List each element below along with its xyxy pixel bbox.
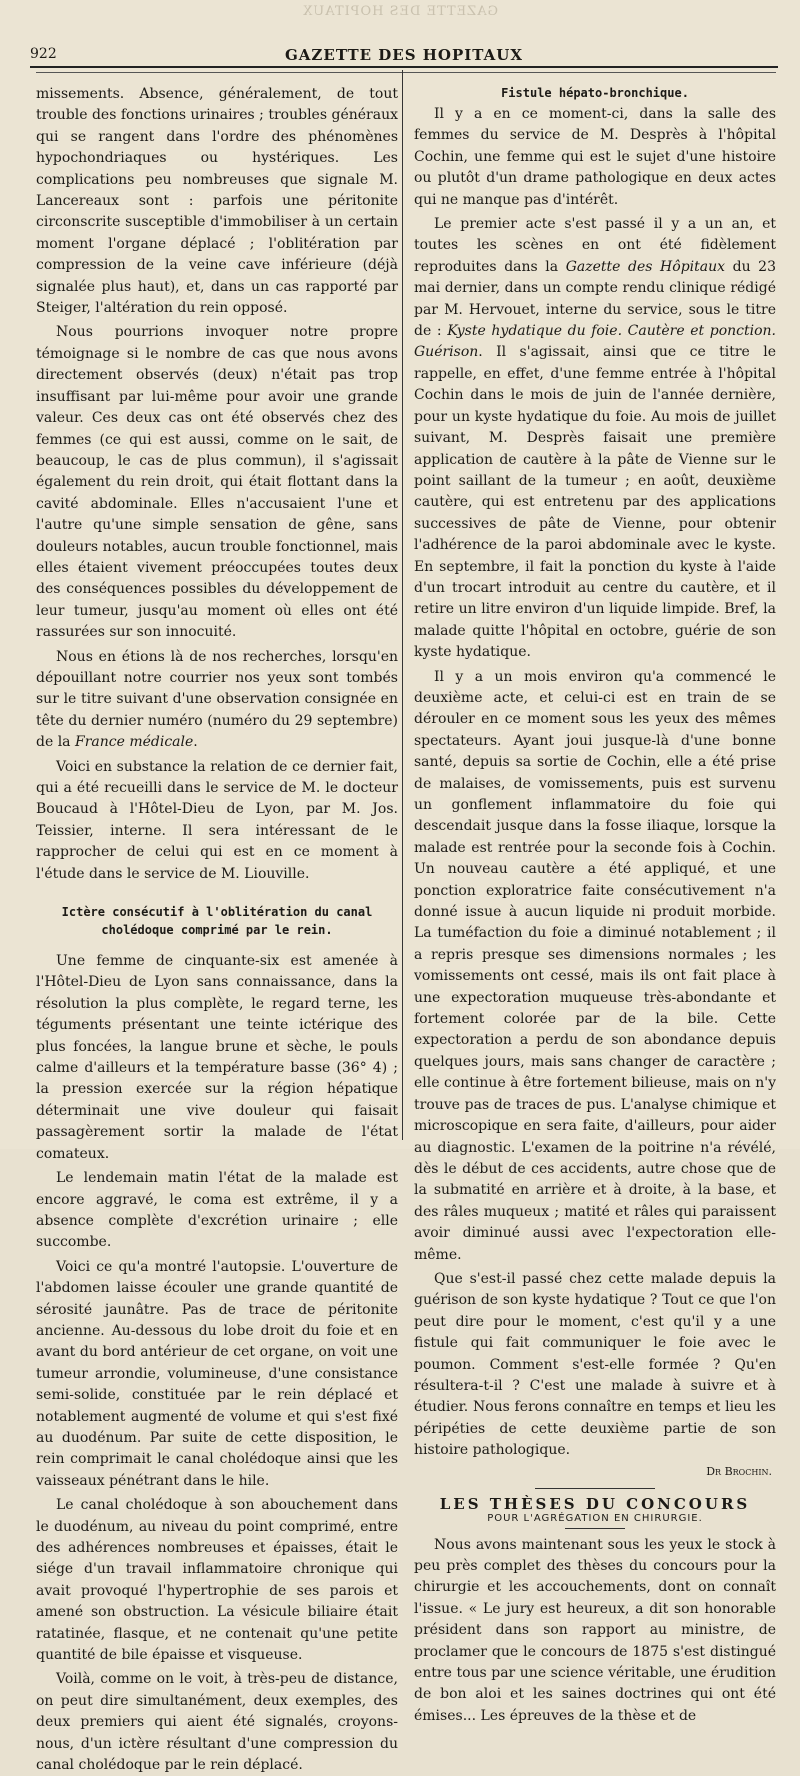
paragraph: Nous avons maintenant sous les yeux le stock à peu près complet des thèses du concours pour la chirurgie et les accouchements, dont on connaît l'issue. « Le jury est heureux, a dit son honorable président dans son rapport au ministre, de proclamer que le concours de 1875 s'est distingué entre tous par une science véritable, une érudition de bon aloi et les saines doctrines qui ont été émises... Les épreuves de la thèse et de xyxy=(414,1536,776,1724)
paragraph: Le canal cholédoque à son abouchement dans le duodénum, au niveau du point comprimé, entre des adhérences nombreuses et épaisses, était le siége d'un travail inflammatoire chronique qui avait provoqué l'hypertrophie de ses parois et amené son obstruction. La vésicule biliaire était ratatinée, flasque, et ne contenait qu'une petite quantité de bile épaisse et visqueuse. xyxy=(36,1497,398,1664)
left-column xyxy=(36,84,398,1774)
author-signature: Dr Brochin. xyxy=(706,1464,772,1478)
section-heading: Ictère consécutif à l'oblitération du canal cholédoque comprimé par le rein. xyxy=(61,905,373,938)
paragraph: Le lendemain matin l'état de la malade est encore aggravé, le coma est extrême, il y a absence complète d'excrétion urinaire ; elle succombe. xyxy=(36,1170,398,1251)
paragraph: Le premier acte s'est passé il y a un an, et toutes les scènes en ont été fidèlement reproduites dans la Gazette des Hôpitaux du 23 mai dernier, dans un compte rendu clinique rédigé par M. Hervouet, interne du service, sous le titre de : Kyste hydatique du foie. Cautère et ponction. Guérison. Il s'agissait, ainsi que ce titre le rappelle, en effet, d'une femme entrée à l'hôpital Cochin dans le mois de juin de l'année dernière, pour un kyste hydatique du foie. Au mois de juillet suivant, M. Desprès faisait une première application de cautère à la pâte de Vienne sur le point saillant de la tumeur ; en août, deuxième cautère, qui est entretenu par des applications successives de pâte de Vienne, pour obtenir l'adhérence de la paroi abdominale avec le kyste. En septembre, il fait la ponction du kyste à l'aide d'un trocart introduit au centre du cautère, et il retire un litre environ d'un liquide limpide. Bref, la malade quitte l'hôpital en octobre, guérie de son kyste hydatique. xyxy=(414,216,777,661)
column-divider xyxy=(402,70,403,1140)
section-heading: Fistule hépato-bronchique. xyxy=(501,86,689,100)
running-title: GAZETTE DES HOPITAUX xyxy=(284,46,523,64)
paragraph: Que s'est-il passé chez cette malade depuis la guérison de son kyste hydatique ? Tout ce que l'on peut dire pour le moment, c'est qu'il y a une fistule qui fait communiquer le foie avec le poumon. Comment s'est-elle formée ? Qu'en résultera-t-il ? C'est une malade à suivre et à étudier. Nous ferons connaître en temps et lieu les péripéties de cette deuxième partie de son histoire pathologique. xyxy=(414,1270,776,1459)
paragraph: Voilà, comme on le voit, à très-peu de distance, on peut dire simultanément, deux exemples, des deux premiers qui aient été signalés, croyons-nous, d'un ictère résultant d'une compression du canal cholédoque par le rein déplacé. xyxy=(36,1671,398,1774)
paragraph: Il y a un mois environ qu'a commencé le deuxième acte, et celui-ci est en train de se dérouler en ce moment sous les yeux des mêmes spectateurs. Ayant joui jusque-là d'une bonne santé, depuis sa sortie de Cochin, elle a été prise de malaises, de vomissements, puis est survenu un gonflement inflammatoire du foie qui descendait jusque dans la fosse iliaque, lorsque la malade est rentrée pour la seconde fois à Cochin. Un nouveau cautère a été appliqué, et une ponction exploratrice faite consécutivement n'a donné issue à aucun liquide ni produit morbide. La tuméfaction du foie a diminué notablement ; il a repris presque ses dimensions normales ; les vomissements ont cessé, mais ils ont fait place à une expectoration muqueuse très-abondante et fortement colorée par de la bile. Cette expectoration a perdu de son abondance depuis quelques jours, mais sans changer de caractère ; elle continue à être fortement bilieuse, mais on n'y trouve pas de traces de pus. L'analyse chimique et microscopique en sera faite, d'ailleurs, pour aider au diagnostic. L'examen de la poitrine n'a révélé, dès le début de ces accidents, autre chose que de la submatité en arrière et à droite, à la base, et des râles muqueux ; matité et râles qui paraissent avoir diminué aussi avec l'expectoration elle-même. xyxy=(414,668,776,1263)
header-rule xyxy=(36,72,776,73)
paragraph: Nous en étions là de nos recherches, lorsqu'en dépouillant notre courrier nos yeux sont tombés sur le titre suivant d'une observation consignée en tête du dernier numéro (numéro du 29 septembre) de la France médicale. xyxy=(36,648,398,751)
paragraph: Il y a en ce moment-ci, dans la salle des femmes du service de M. Desprès à l'hôpital Cochin, une femme qui est le sujet d'une histoire ou plutôt d'un drame pathologique en deux actes qui ne manque pas d'intérêt. xyxy=(414,106,776,208)
section-subheading: POUR L'AGRÉGATION EN CHIRURGIE. xyxy=(487,1512,703,1524)
right-column xyxy=(414,84,777,1724)
section-heading: LES THÈSES DU CONCOURS xyxy=(439,1494,751,1513)
paragraph: missements. Absence, généralement, de tout trouble des fonctions urinaires ; troubles généraux qui se rangent dans l'ordre des phénomènes hypochondriaques ou hystériques. Les complications peu nombreuses que signale M. Lancereaux sont : parfois une péritonite circonscrite susceptible d'immobiliser à un certain moment l'organe déplacé ; l'oblitération par compression de la veine cave inférieure (déjà signalée plus haut), et, dans un cas rapporté par Steiger, l'altération du rein opposé. xyxy=(36,86,398,317)
journal-title: Gazette des Hôpitaux xyxy=(565,258,726,275)
bleed-through-header: GAZETTE DES HOPITAUX xyxy=(302,4,498,19)
section-rule xyxy=(535,1488,655,1489)
page-header xyxy=(30,44,778,68)
paragraph: Voici en substance la relation de ce dernier fait, qui a été recueilli dans le service de M. le docteur Boucaud à l'Hôtel-Dieu de Lyon, par M. Jos. Teissier, interne. Il sera intéressant de le rapprocher de celui qui est en ce moment à l'étude dans le service de M. Liouville. xyxy=(36,758,398,882)
paragraph: Nous pourrions invoquer notre propre témoignage si le nombre de cas que nous avons directement observés (deux) n'était pas trop insuffisant par lui-même pour avoir une grande valeur. Ces deux cas ont été observés chez des femmes (ce qui est aussi, comme on le sait, de beaucoup, le cas de plus commun), il s'agissait également du rein droit, qui était flottant dans la cavité abdominale. Elles n'accusaient l'une et l'autre qu'une simple sensation de gêne, sans douleurs notables, aucun trouble fonctionnel, mais elles étaient vivement préoccupées toutes deux des conséquences possibles du développement de leur tumeur, jusqu'au moment où elles ont été rassurées sur son innocuité. xyxy=(36,324,398,641)
paragraph: Voici ce qu'a montré l'autopsie. L'ouverture de l'abdomen laisse écouler une grande quantité de sérosité jaunâtre. Pas de trace de péritonite ancienne. Au-dessous du lobe droit du foie et en avant du bord antérieur de cet organe, on voit une tumeur arrondie, volumineuse, d'une consistance semi-solide, constituée par le rein déplacé et notablement augmenté de volume et qui s'est fixé au duodénum. Par suite de cette disposition, le rein comprimait le canal cholédoque ainsi que les vaisseaux pénétrant dans le hile. xyxy=(36,1258,398,1489)
section-rule xyxy=(565,1528,625,1529)
page-number: 922 xyxy=(30,46,57,62)
article-title: Kyste hydatique du foie. Cautère et ponction. Guérison xyxy=(414,323,776,361)
paragraph: Une femme de cinquante-six est amenée à l'Hôtel-Dieu de Lyon sans connaissance, dans la résolution la plus complète, le regard terne, les téguments présentant une teinte ictérique des plus foncées, la langue brune et sèche, le pouls calme d'ailleurs et la température basse (36° 4) ; la pression exercée sur la région hépatique déterminait une vive douleur qui faisait passagèrement sortir la malade de l'état comateux. xyxy=(36,953,398,1162)
journal-title: France médicale xyxy=(74,734,194,751)
